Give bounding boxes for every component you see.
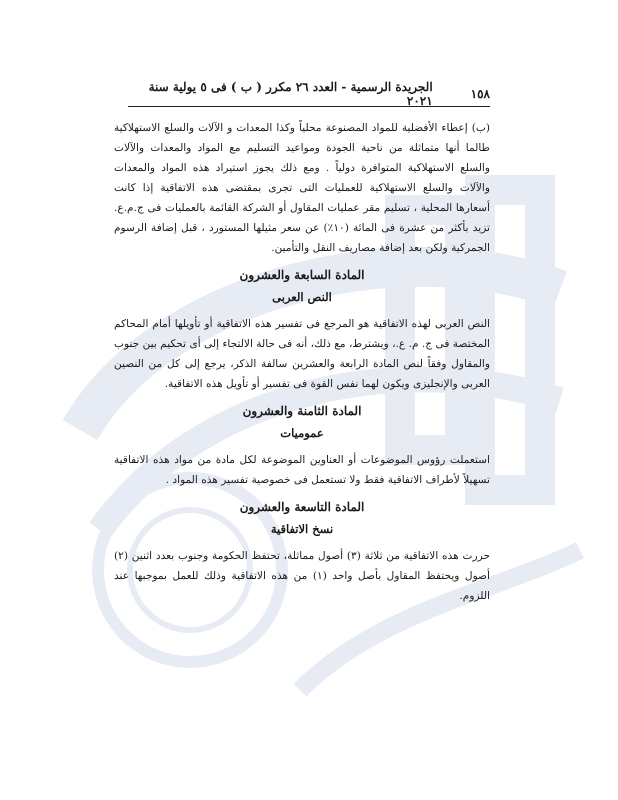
article-28-subheading: عموميات [280, 426, 324, 440]
paragraph-b: (ب) إعطاء الأفضلية للمواد المصنوعة محلياً وكذا المعدات و الآلات والسلع الاستهلاكية طالما أنها متماثلة من ناحية الجودة ومواعيد التسليم مع المواد والمعدات والآلات والسلع الاستهلاكية المتوافرة دولياً . ومع ذلك يجوز استيراد هذه المواد والمعدات والآلات والسلع الاستهلاكية للعمليات التى تجرى بمقتضى هذه الاتفاقية إذا كانت أسعارها المحلية ، تسليم مقر عمليات المقاول أو الشركة القائمة بالعمليات فى ج.م.ع. تزيد بأكثر من عشرة فى المائة (١٠٪) عن سعر مثيلها المستورد ، قبل إضافة الرسوم الجمركية ولكن بعد إضافة مصاريف النقل والتأمين. [114, 122, 491, 254]
article-29-text: حررت هذه الاتفاقية من ثلاثة (٣) أصول مماثلة، تحتفظ الحكومة وجنوب بعدد اثنين (٢) أصول ويحتفظ المقاول بأصل واحد (١) من هذه الاتفاقية وذلك للعمل بموجبها عند اللزوم. [114, 550, 490, 602]
page-header [128, 82, 490, 107]
article-28-heading: المادة الثامنة والعشرون [242, 404, 362, 418]
document-body [114, 118, 490, 612]
article-29-heading: المادة التاسعة والعشرون [239, 500, 365, 514]
article-27-subheading: النص العربى [272, 290, 332, 304]
article-29-subheading: نسخ الاتفاقية [270, 522, 334, 536]
page-number: ١٥٨ [470, 87, 490, 101]
article-28-text: استعملت رؤوس الموضوعات أو العناوين الموضوعة لكل مادة من مواد هذه الاتفاقية تسهيلاً لأطراف الاتفاقية فقط ولا تستعمل فى خصوصية تفسير هذه المواد . [114, 454, 490, 486]
article-27-heading: المادة السابعة والعشرون [239, 268, 365, 282]
article-27-text: النص العربى لهذه الاتفاقية هو المرجع فى تفسير هذه الاتفاقية أو تأويلها أمام المحاكم المختصة فى ج. م. ع.، ويشترط، مع ذلك، أنه فى حالة الالتجاء إلى أى تحكيم بين جنوب والمقاول وفقاً لنص المادة الرابعة والعشرين سالفة الذكر، يرجع إلى كل من النصين العربى والإنجليزى ويكون لهما نفس القوة فى تفسير أو تأويل هذه الاتفاقية. [114, 318, 490, 390]
gazette-title: الجريدة الرسمية - العدد ٢٦ مكرر ( ب ) فى ٥ يولية سنة ٢٠٢١ [148, 80, 433, 108]
